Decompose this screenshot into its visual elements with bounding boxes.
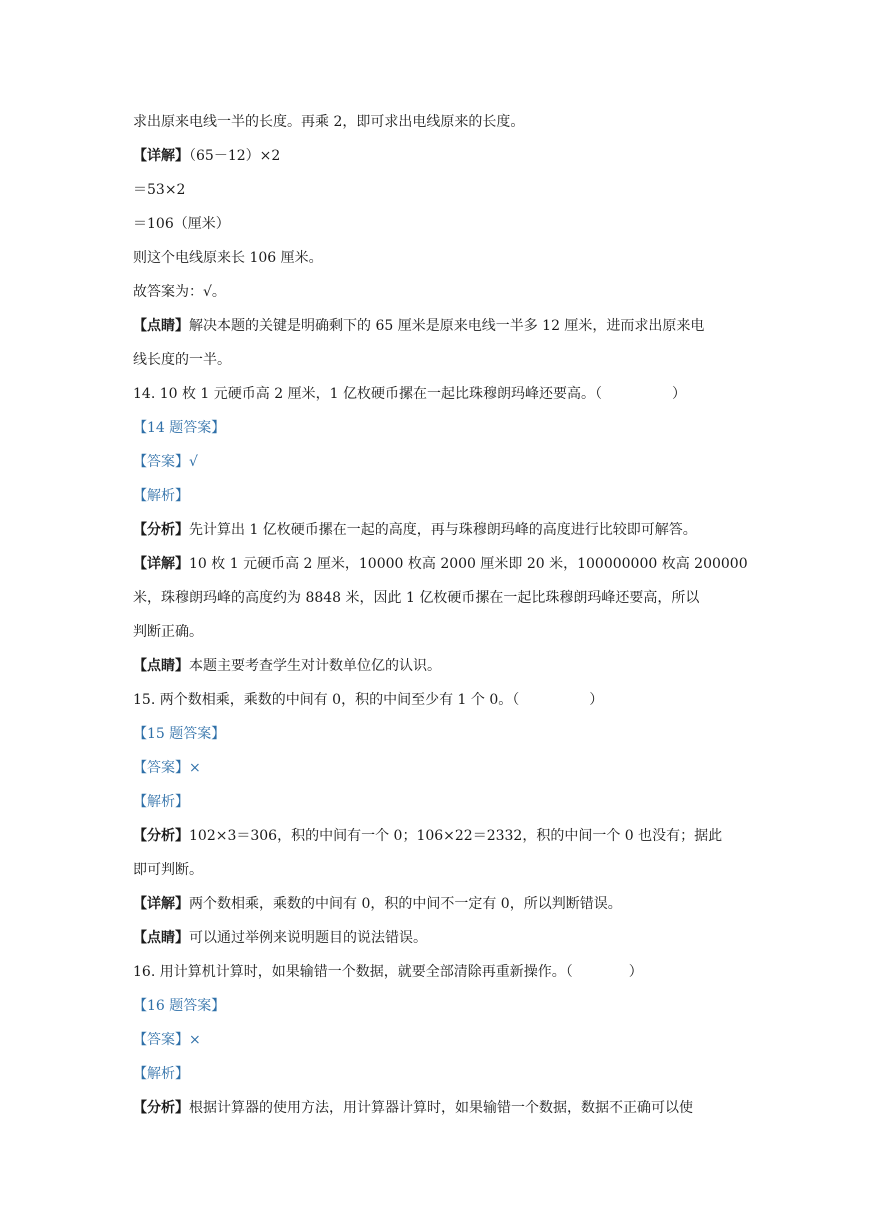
analysis-label: 【解析】 bbox=[133, 488, 189, 504]
text-line bbox=[133, 1098, 753, 1118]
section-label: 【详解】 bbox=[133, 148, 189, 164]
text-line bbox=[133, 146, 753, 166]
section-text: 102×3＝306，积的中间有一个 0；106×22＝2332，积的中间一个 0 也没有；据此 bbox=[189, 828, 723, 844]
text-line bbox=[133, 520, 753, 540]
answer-heading-16: 【16 题答案】 bbox=[133, 998, 226, 1014]
section-text: 两个数相乘，乘数的中间有 0，积的中间不一定有 0，所以判断错误。 bbox=[189, 896, 622, 912]
text-line bbox=[133, 656, 753, 676]
text-line: 故答案为：√。 bbox=[133, 284, 226, 300]
text-line bbox=[133, 928, 753, 948]
question-15: 15. 两个数相乘，乘数的中间有 0，积的中间至少有 1 个 0。（ ） bbox=[133, 692, 604, 708]
section-label: 【点睛】 bbox=[133, 658, 189, 674]
question-14: 14. 10 枚 1 元硬币高 2 厘米，1 亿枚硬币摞在一起比珠穆朗玛峰还要高。（ ） bbox=[133, 386, 686, 402]
answer-heading-15: 【15 题答案】 bbox=[133, 726, 226, 742]
answer-label: 【答案】× bbox=[133, 760, 201, 776]
section-text: 本题主要考查学生对计数单位亿的认识。 bbox=[189, 658, 441, 674]
answer-heading-14: 【14 题答案】 bbox=[133, 420, 226, 436]
section-label: 【点睛】 bbox=[133, 930, 189, 946]
section-text: （65－12）×2 bbox=[189, 148, 281, 164]
section-text: 可以通过举例来说明题目的说法错误。 bbox=[189, 930, 427, 946]
text-line: 求出原来电线一半的长度。再乘 2，即可求出电线原来的长度。 bbox=[133, 114, 525, 130]
section-label: 【分析】 bbox=[133, 522, 189, 538]
section-text: 解决本题的关键是明确剩下的 65 厘米是原来电线一半多 12 厘米，进而求出原来电 bbox=[189, 318, 705, 334]
section-label: 【详解】 bbox=[133, 556, 189, 572]
text-line: 线长度的一半。 bbox=[133, 352, 231, 368]
analysis-label: 【解析】 bbox=[133, 1066, 189, 1082]
section-text: 先计算出 1 亿枚硬币摞在一起的高度，再与珠穆朗玛峰的高度进行比较即可解答。 bbox=[189, 522, 697, 538]
analysis-label: 【解析】 bbox=[133, 794, 189, 810]
text-line bbox=[133, 316, 753, 336]
section-text: 10 枚 1 元硬币高 2 厘米，10000 枚高 2000 厘米即 20 米，100000000 枚高 200000 bbox=[189, 556, 748, 572]
text-line bbox=[133, 894, 753, 914]
section-label: 【分析】 bbox=[133, 828, 189, 844]
text-line bbox=[133, 826, 753, 846]
answer-label: 【答案】× bbox=[133, 1032, 201, 1048]
section-label: 【分析】 bbox=[133, 1100, 189, 1116]
answer-label: 【答案】√ bbox=[133, 454, 198, 470]
section-label: 【详解】 bbox=[133, 896, 189, 912]
section-text: 根据计算器的使用方法，用计算器计算时，如果输错一个数据，数据不正确可以使 bbox=[189, 1100, 693, 1116]
text-line: 判断正确。 bbox=[133, 624, 203, 640]
text-line: ＝53×2 bbox=[133, 182, 186, 198]
question-16: 16. 用计算机计算时，如果输错一个数据，就要全部清除再重新操作。（ ） bbox=[133, 964, 643, 980]
text-line bbox=[133, 554, 753, 574]
text-line: 即可判断。 bbox=[133, 862, 203, 878]
text-line: 米，珠穆朗玛峰的高度约为 8848 米，因此 1 亿枚硬币摞在一起比珠穆朗玛峰还要高，所以 bbox=[133, 590, 700, 606]
text-line: 则这个电线原来长 106 厘米。 bbox=[133, 250, 323, 266]
text-line: ＝106（厘米） bbox=[133, 216, 230, 232]
section-label: 【点睛】 bbox=[133, 318, 189, 334]
